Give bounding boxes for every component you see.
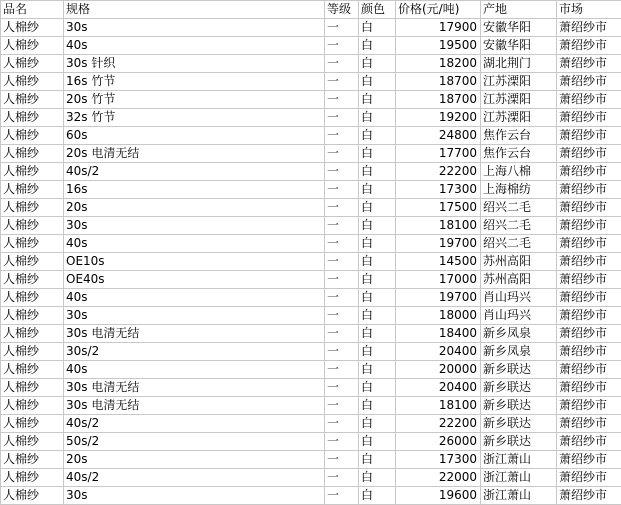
table-row	[1, 163, 621, 181]
table-row	[1, 271, 621, 289]
cell-spec: 20s	[64, 199, 325, 217]
cell-market: 萧绍纱市	[557, 361, 621, 379]
cell-name: 人棉纱	[1, 487, 64, 505]
cell-grade: 一	[325, 217, 359, 235]
cell-price: 18400	[396, 325, 481, 343]
cell-price: 22200	[396, 415, 481, 433]
cell-name: 人棉纱	[1, 109, 64, 127]
cell-price: 20400	[396, 343, 481, 361]
header-row	[1, 1, 621, 19]
cell-grade: 一	[325, 325, 359, 343]
table-row	[1, 235, 621, 253]
cell-name: 人棉纱	[1, 217, 64, 235]
cell-market: 萧绍纱市	[557, 91, 621, 109]
cell-market: 萧绍纱市	[557, 325, 621, 343]
cell-grade: 一	[325, 199, 359, 217]
cell-name: 人棉纱	[1, 379, 64, 397]
cell-spec: 30s/2	[64, 343, 325, 361]
table-row	[1, 469, 621, 487]
cell-origin: 新乡联达	[481, 379, 557, 397]
cell-color: 白	[359, 487, 396, 505]
table-row	[1, 19, 621, 37]
cell-name: 人棉纱	[1, 199, 64, 217]
cell-spec: 30s 电清无结	[64, 397, 325, 415]
cell-grade: 一	[325, 73, 359, 91]
cell-color: 白	[359, 73, 396, 91]
cell-grade: 一	[325, 361, 359, 379]
cell-spec: 40s/2	[64, 415, 325, 433]
header-spec: 规格	[64, 1, 325, 19]
cell-grade: 一	[325, 433, 359, 451]
table-row	[1, 379, 621, 397]
cell-color: 白	[359, 325, 396, 343]
cell-name: 人棉纱	[1, 307, 64, 325]
cell-spec: 40s	[64, 37, 325, 55]
cell-color: 白	[359, 37, 396, 55]
cell-color: 白	[359, 217, 396, 235]
cell-color: 白	[359, 397, 396, 415]
cell-name: 人棉纱	[1, 73, 64, 91]
cell-price: 17000	[396, 271, 481, 289]
cell-grade: 一	[325, 271, 359, 289]
cell-color: 白	[359, 109, 396, 127]
cell-grade: 一	[325, 451, 359, 469]
cell-name: 人棉纱	[1, 145, 64, 163]
cell-price: 22200	[396, 163, 481, 181]
table-row	[1, 307, 621, 325]
table-row	[1, 415, 621, 433]
cell-spec: 16s	[64, 181, 325, 199]
cell-market: 萧绍纱市	[557, 163, 621, 181]
cell-grade: 一	[325, 487, 359, 505]
cell-market: 萧绍纱市	[557, 181, 621, 199]
cell-spec: 60s	[64, 127, 325, 145]
table-row	[1, 199, 621, 217]
cell-price: 14500	[396, 253, 481, 271]
cell-color: 白	[359, 19, 396, 37]
cell-price: 18700	[396, 73, 481, 91]
cell-name: 人棉纱	[1, 397, 64, 415]
cell-spec: 50s/2	[64, 433, 325, 451]
cell-name: 人棉纱	[1, 343, 64, 361]
table-row	[1, 487, 621, 505]
cell-grade: 一	[325, 469, 359, 487]
cell-origin: 焦作云台	[481, 127, 557, 145]
cell-price: 19500	[396, 37, 481, 55]
cell-origin: 苏州高阳	[481, 253, 557, 271]
cell-color: 白	[359, 343, 396, 361]
table-row	[1, 433, 621, 451]
table-row	[1, 343, 621, 361]
cell-market: 萧绍纱市	[557, 19, 621, 37]
cell-origin: 新乡凤泉	[481, 325, 557, 343]
cell-color: 白	[359, 361, 396, 379]
cell-price: 19600	[396, 487, 481, 505]
cell-price: 18100	[396, 217, 481, 235]
cell-market: 萧绍纱市	[557, 109, 621, 127]
cell-market: 萧绍纱市	[557, 253, 621, 271]
cell-spec: 16s 竹节	[64, 73, 325, 91]
cell-color: 白	[359, 415, 396, 433]
table-row	[1, 55, 621, 73]
cell-color: 白	[359, 181, 396, 199]
cell-market: 萧绍纱市	[557, 487, 621, 505]
cell-origin: 安徽华阳	[481, 19, 557, 37]
cell-spec: 40s	[64, 289, 325, 307]
cell-grade: 一	[325, 343, 359, 361]
cell-market: 萧绍纱市	[557, 127, 621, 145]
cell-price: 26000	[396, 433, 481, 451]
cell-color: 白	[359, 55, 396, 73]
cell-market: 萧绍纱市	[557, 415, 621, 433]
cell-price: 19700	[396, 289, 481, 307]
cell-origin: 绍兴二毛	[481, 199, 557, 217]
cell-name: 人棉纱	[1, 163, 64, 181]
cell-grade: 一	[325, 289, 359, 307]
cell-color: 白	[359, 379, 396, 397]
cell-grade: 一	[325, 55, 359, 73]
cell-color: 白	[359, 469, 396, 487]
cell-origin: 浙江萧山	[481, 451, 557, 469]
cell-grade: 一	[325, 235, 359, 253]
cell-spec: 20s	[64, 451, 325, 469]
cell-market: 萧绍纱市	[557, 199, 621, 217]
cell-origin: 焦作云台	[481, 145, 557, 163]
cell-name: 人棉纱	[1, 253, 64, 271]
cell-grade: 一	[325, 109, 359, 127]
cell-name: 人棉纱	[1, 289, 64, 307]
cell-name: 人棉纱	[1, 433, 64, 451]
cell-color: 白	[359, 307, 396, 325]
cell-name: 人棉纱	[1, 325, 64, 343]
cell-name: 人棉纱	[1, 235, 64, 253]
cell-spec: OE10s	[64, 253, 325, 271]
cell-name: 人棉纱	[1, 19, 64, 37]
cell-market: 萧绍纱市	[557, 217, 621, 235]
header-market: 市场	[557, 1, 621, 19]
cell-grade: 一	[325, 181, 359, 199]
table-row	[1, 325, 621, 343]
cell-spec: 20s 竹节	[64, 91, 325, 109]
cell-color: 白	[359, 199, 396, 217]
cell-price: 24800	[396, 127, 481, 145]
table-row	[1, 73, 621, 91]
cell-grade: 一	[325, 415, 359, 433]
cell-market: 萧绍纱市	[557, 307, 621, 325]
cell-market: 萧绍纱市	[557, 55, 621, 73]
cell-color: 白	[359, 127, 396, 145]
table-row	[1, 217, 621, 235]
cell-price: 22000	[396, 469, 481, 487]
cell-origin: 肖山玛兴	[481, 307, 557, 325]
table-row	[1, 361, 621, 379]
cell-grade: 一	[325, 91, 359, 109]
cell-color: 白	[359, 271, 396, 289]
cell-grade: 一	[325, 397, 359, 415]
cell-color: 白	[359, 433, 396, 451]
cell-origin: 新乡联达	[481, 415, 557, 433]
cell-origin: 浙江萧山	[481, 487, 557, 505]
cell-origin: 浙江萧山	[481, 469, 557, 487]
cell-market: 萧绍纱市	[557, 469, 621, 487]
table-row	[1, 91, 621, 109]
cell-origin: 上海棉纺	[481, 181, 557, 199]
table-row	[1, 397, 621, 415]
cell-name: 人棉纱	[1, 91, 64, 109]
cell-price: 17700	[396, 145, 481, 163]
cell-name: 人棉纱	[1, 271, 64, 289]
cell-color: 白	[359, 289, 396, 307]
cell-market: 萧绍纱市	[557, 397, 621, 415]
cell-grade: 一	[325, 379, 359, 397]
cell-market: 萧绍纱市	[557, 379, 621, 397]
cell-spec: 30s	[64, 307, 325, 325]
cell-spec: 40s	[64, 361, 325, 379]
cell-origin: 江苏溧阳	[481, 91, 557, 109]
cell-grade: 一	[325, 37, 359, 55]
cell-origin: 安徽华阳	[481, 37, 557, 55]
cell-spec: 30s	[64, 217, 325, 235]
cell-origin: 湖北荆门	[481, 55, 557, 73]
cell-spec: OE40s	[64, 271, 325, 289]
cell-origin: 苏州高阳	[481, 271, 557, 289]
cell-market: 萧绍纱市	[557, 433, 621, 451]
cell-origin: 新乡联达	[481, 361, 557, 379]
cell-price: 20000	[396, 361, 481, 379]
cell-origin: 江苏溧阳	[481, 73, 557, 91]
cell-origin: 新乡凤泉	[481, 343, 557, 361]
cell-grade: 一	[325, 253, 359, 271]
table-row	[1, 451, 621, 469]
cell-spec: 40s/2	[64, 163, 325, 181]
cell-color: 白	[359, 145, 396, 163]
cell-spec: 30s 针织	[64, 55, 325, 73]
cell-origin: 绍兴二毛	[481, 217, 557, 235]
cell-color: 白	[359, 451, 396, 469]
cell-price: 17500	[396, 199, 481, 217]
header-price: 价格(元/吨)	[396, 1, 481, 19]
cell-origin: 新乡联达	[481, 433, 557, 451]
cell-origin: 新乡联达	[481, 397, 557, 415]
cell-price: 19200	[396, 109, 481, 127]
cell-origin: 江苏溧阳	[481, 109, 557, 127]
header-origin: 产地	[481, 1, 557, 19]
cell-price: 19700	[396, 235, 481, 253]
cell-name: 人棉纱	[1, 415, 64, 433]
cell-market: 萧绍纱市	[557, 289, 621, 307]
table-row	[1, 181, 621, 199]
cell-name: 人棉纱	[1, 37, 64, 55]
table-row	[1, 145, 621, 163]
cell-price: 18000	[396, 307, 481, 325]
cell-grade: 一	[325, 145, 359, 163]
cell-name: 人棉纱	[1, 127, 64, 145]
cell-market: 萧绍纱市	[557, 271, 621, 289]
cell-price: 18100	[396, 397, 481, 415]
cell-market: 萧绍纱市	[557, 343, 621, 361]
cell-name: 人棉纱	[1, 55, 64, 73]
cell-grade: 一	[325, 163, 359, 181]
table-row	[1, 253, 621, 271]
cell-market: 萧绍纱市	[557, 73, 621, 91]
cell-market: 萧绍纱市	[557, 235, 621, 253]
cell-name: 人棉纱	[1, 451, 64, 469]
table-row	[1, 37, 621, 55]
cell-name: 人棉纱	[1, 361, 64, 379]
cell-grade: 一	[325, 19, 359, 37]
cell-price: 20400	[396, 379, 481, 397]
cell-price: 18200	[396, 55, 481, 73]
cell-grade: 一	[325, 127, 359, 145]
cell-spec: 40s/2	[64, 469, 325, 487]
header-name: 品名	[1, 1, 64, 19]
cell-name: 人棉纱	[1, 469, 64, 487]
cell-market: 萧绍纱市	[557, 451, 621, 469]
cell-name: 人棉纱	[1, 181, 64, 199]
cell-price: 17300	[396, 181, 481, 199]
cell-origin: 上海八棉	[481, 163, 557, 181]
cell-spec: 20s 电清无结	[64, 145, 325, 163]
cell-color: 白	[359, 91, 396, 109]
cell-spec: 40s	[64, 235, 325, 253]
cell-color: 白	[359, 253, 396, 271]
table-row	[1, 289, 621, 307]
header-color: 颜色	[359, 1, 396, 19]
cell-spec: 32s 竹节	[64, 109, 325, 127]
cell-price: 18700	[396, 91, 481, 109]
cell-color: 白	[359, 235, 396, 253]
cell-grade: 一	[325, 307, 359, 325]
cell-spec: 30s 电清无结	[64, 325, 325, 343]
cell-origin: 绍兴二毛	[481, 235, 557, 253]
cell-market: 萧绍纱市	[557, 37, 621, 55]
cell-origin: 肖山玛兴	[481, 289, 557, 307]
table-row	[1, 109, 621, 127]
cell-spec: 30s	[64, 19, 325, 37]
header-grade: 等级	[325, 1, 359, 19]
cell-color: 白	[359, 163, 396, 181]
cell-market: 萧绍纱市	[557, 145, 621, 163]
cell-spec: 30s 电清无结	[64, 379, 325, 397]
cell-spec: 30s	[64, 487, 325, 505]
cell-price: 17900	[396, 19, 481, 37]
table-row	[1, 127, 621, 145]
cell-price: 17300	[396, 451, 481, 469]
